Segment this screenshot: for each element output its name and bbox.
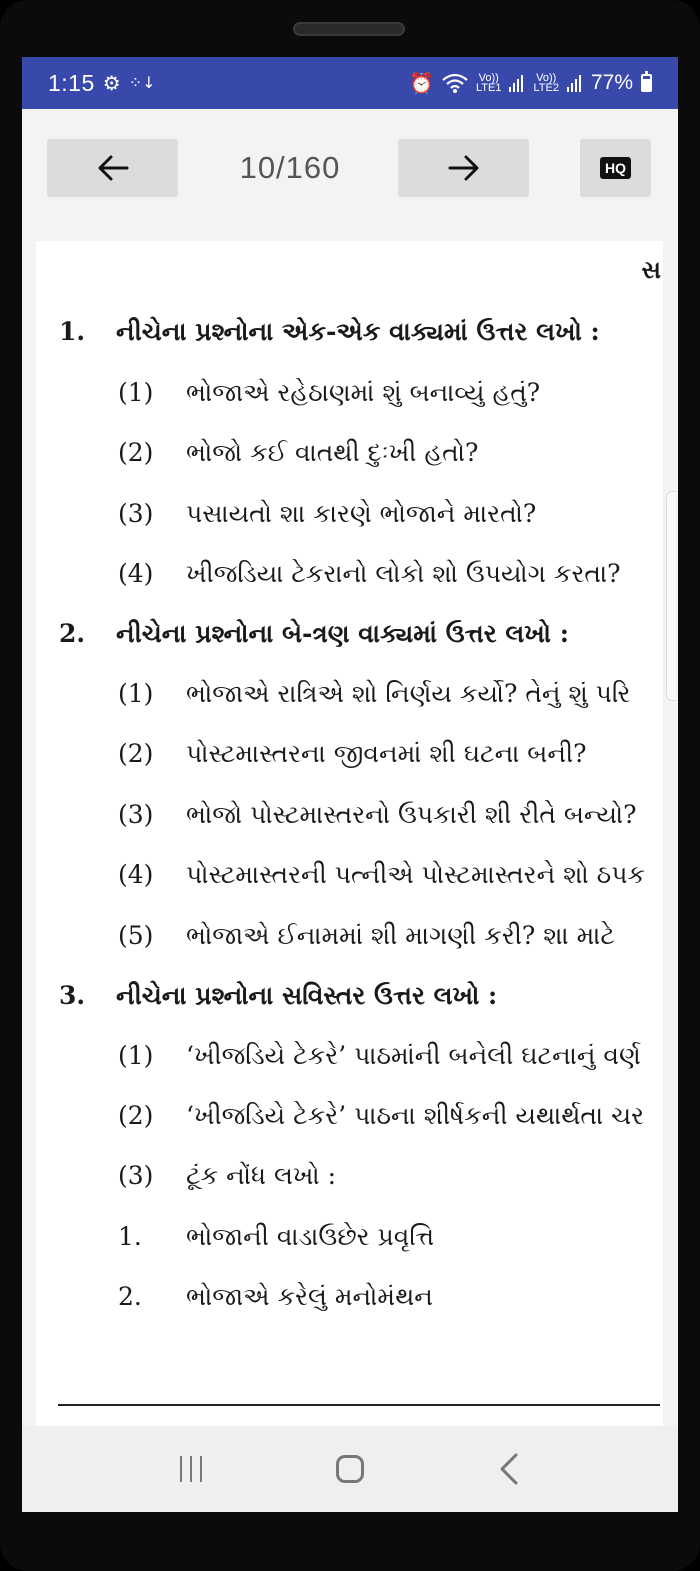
question-number: 1.	[59, 317, 86, 346]
back-button[interactable]	[479, 1439, 539, 1499]
sub-question-number: (3)	[118, 800, 154, 829]
sub-question-number: (4)	[118, 559, 154, 588]
sub-question-text: ખીજડિયા ટેકરાનો લોકો શો ઉપયોગ કરતા?	[186, 559, 621, 588]
status-left	[48, 70, 156, 97]
status-time: 1:15	[48, 69, 95, 96]
sim2-label: Vo)) LTE2	[533, 72, 559, 94]
question-number: 2.	[59, 619, 86, 648]
question-text: નીચેના પ્રશ્નોના સવિસ્તર ઉત્તર લખો :	[116, 981, 498, 1010]
sub-question-number: (1)	[118, 679, 154, 708]
sub-question-text: ભોજાએ કરેલું મનોમંથન	[186, 1282, 433, 1311]
signal-icon	[509, 74, 525, 92]
screen	[22, 57, 678, 1512]
alarm-icon: ⏰	[409, 71, 434, 95]
back-icon	[499, 1453, 519, 1485]
status-bar	[22, 57, 678, 109]
sub-question-number: (5)	[118, 921, 154, 950]
scroll-handle[interactable]	[666, 491, 676, 701]
system-nav-bar	[22, 1426, 678, 1512]
wifi-icon	[442, 73, 468, 93]
sub-question-text: પોસ્ટમાસ્તરના જીવનમાં શી ઘટના બની?	[186, 739, 587, 768]
sub-question-number: (3)	[118, 1161, 154, 1190]
sub-question-text: ભોજો પોસ્ટમાસ્તરનો ઉપકારી શી રીતે બન્યો?	[186, 800, 637, 829]
sub-question-number: 1.	[118, 1222, 142, 1251]
hq-icon: HQ	[600, 157, 631, 179]
sub-question-text: ભોજાએ રહેઠાણમાં શું બનાવ્યું હતું?	[186, 378, 541, 407]
page-viewport[interactable]	[22, 241, 678, 1426]
status-right	[409, 71, 652, 95]
next-page-button[interactable]	[398, 139, 529, 197]
sub-question-number: (2)	[118, 438, 154, 467]
sub-question-text: પોસ્ટમાસ્તરની પત્નીએ પોસ્ટમાસ્તરને શો ઠપક	[186, 860, 646, 889]
home-icon	[336, 1455, 364, 1483]
question-text: નીચેના પ્રશ્નોના એક-એક વાક્યમાં ઉત્તર લખો :	[116, 317, 600, 346]
sub-question-text: ‘ખીજડિયે ટેકરે’ પાઠના શીર્ષકની યથાર્થતા ચર	[186, 1101, 645, 1130]
sub-question-text: ટૂંક નોંધ લખો :	[186, 1161, 337, 1190]
sub-question-text: ભોજાએ ઈનામમાં શી માગણી કરી? શા માટે	[186, 921, 615, 950]
recent-apps-icon	[180, 1456, 202, 1482]
question-number: 3.	[59, 981, 86, 1010]
sub-question-number: (1)	[118, 1041, 154, 1070]
sub-question-number: (1)	[118, 378, 154, 407]
page-indicator: 10/160	[239, 150, 341, 185]
sub-question-number: (2)	[118, 739, 154, 768]
battery-icon	[641, 74, 652, 92]
question-text: નીચેના પ્રશ્નોના બે-ત્રણ વાક્યમાં ઉત્તર લખો :	[116, 619, 569, 648]
sub-question-text: ભોજાની વાડાઉછેર પ્રવૃત્તિ	[186, 1222, 435, 1251]
arrow-right-icon	[448, 154, 480, 182]
prev-page-button[interactable]	[47, 139, 178, 197]
corner-mark: સ	[641, 255, 661, 284]
sim1-label: Vo)) LTE1	[476, 72, 502, 94]
sub-question-text: ‘ખીજડિયે ટેકરે’ પાઠમાંની બનેલી ઘટનાનું વર્ણ	[186, 1041, 641, 1070]
signal-icon	[567, 74, 583, 92]
arrow-left-icon	[97, 154, 129, 182]
hq-toggle-button[interactable]	[580, 139, 651, 197]
gear-icon: ⚙	[102, 71, 121, 95]
sub-question-text: પસાયતો શા કારણે ભોજાને મારતો?	[186, 499, 537, 528]
sub-question-number: (3)	[118, 499, 154, 528]
recent-apps-button[interactable]	[161, 1439, 221, 1499]
home-button[interactable]	[320, 1439, 380, 1499]
battery-fill	[643, 79, 650, 90]
page-bottom-rule	[58, 1404, 660, 1406]
reader-toolbar	[22, 109, 678, 241]
sub-question-number: 2.	[118, 1282, 142, 1311]
sub-question-number: (4)	[118, 860, 154, 889]
sub-question-text: ભોજાએ રાત્રિએ શો નિર્ણય કર્યો? તેનું શું પરિ	[186, 679, 631, 708]
sub-question-text: ભોજો કઈ વાતથી દુઃખી હતો?	[186, 438, 479, 467]
document-page	[36, 241, 663, 1426]
download-icon: ⁘↓	[128, 73, 156, 92]
sub-question-number: (2)	[118, 1101, 154, 1130]
speaker-grille	[293, 22, 405, 36]
battery-percent: 77%	[590, 71, 633, 94]
